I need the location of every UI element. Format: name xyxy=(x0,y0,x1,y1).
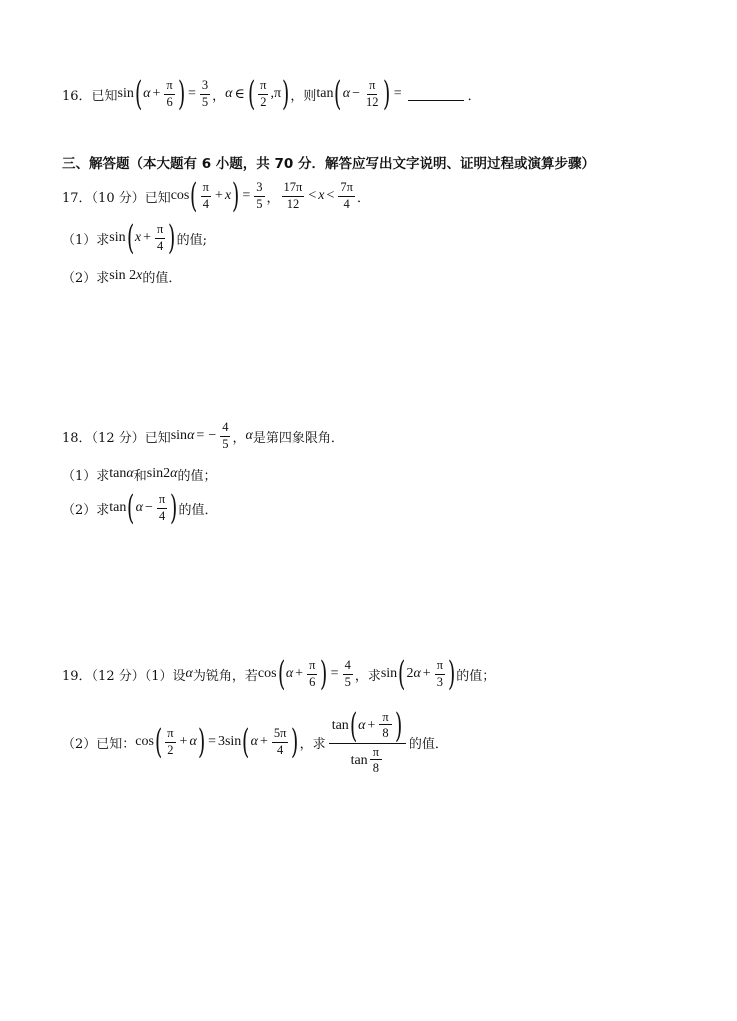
comma: ， xyxy=(266,190,280,206)
fraction-17pi-12: $\frac{17\pi}{12}$ xyxy=(283,180,303,211)
tan-ratio-denominator xyxy=(351,744,384,775)
alpha: α xyxy=(189,734,197,749)
alpha: α xyxy=(225,86,233,101)
fraction-7pi-4: $\frac{7\pi}{4}$ xyxy=(340,180,353,211)
part-suffix: 的值; xyxy=(176,232,207,248)
left-paren: ( xyxy=(134,74,143,114)
then-text: ，则 xyxy=(290,88,317,104)
q19-cos: cos xyxy=(135,734,154,749)
fraction-pi-4: $\frac{\pi}{4}$ xyxy=(157,222,164,253)
x: x xyxy=(318,188,325,203)
question-17 xyxy=(62,176,370,216)
question-17-part-2 xyxy=(62,256,181,296)
answer-blank[interactable] xyxy=(408,88,464,101)
fraction-pi-6: $\frac{\pi}{6}$ xyxy=(166,78,173,109)
left-paren: ( xyxy=(277,654,285,694)
q19-cos: cos xyxy=(257,666,277,681)
fraction-pi-3: $\frac{\pi}{3}$ xyxy=(436,658,444,689)
plus: + xyxy=(143,230,152,245)
less-than: < xyxy=(326,188,335,203)
plus: + xyxy=(179,734,188,749)
part-suffix: 的值； xyxy=(456,668,496,684)
tan: tan xyxy=(350,752,368,768)
fraction-pi-12: $\frac{\pi}{12}$ xyxy=(365,78,379,109)
sin-2: sin 2 xyxy=(109,268,137,283)
part-label: （1）求 xyxy=(62,468,110,484)
fraction-pi-4: $\frac{\pi}{4}$ xyxy=(158,492,166,523)
plus: + xyxy=(259,734,268,749)
period: ． xyxy=(467,88,481,104)
fraction-pi-8: $\frac{\pi}{8}$ xyxy=(379,711,391,740)
seek-text: ，求 xyxy=(354,668,381,684)
x: x xyxy=(224,188,232,203)
fraction-5pi-4: $\frac{5\pi}{4}$ xyxy=(273,726,287,757)
right-paren: ) xyxy=(168,218,176,258)
comma: ， xyxy=(212,88,226,104)
minus: − xyxy=(145,500,153,515)
fraction-pi-4: $\frac{\pi}{4}$ xyxy=(202,180,209,211)
right-paren: ) xyxy=(282,74,290,114)
fraction-3-5: $\frac{3}{5}$ xyxy=(256,180,263,211)
tan-ratio-numerator xyxy=(329,705,406,746)
alpha: α xyxy=(358,717,366,733)
question-19-part-2 xyxy=(62,705,448,775)
q19-sin: sin xyxy=(380,666,398,681)
less-than: < xyxy=(308,188,317,203)
plus: + xyxy=(422,666,431,681)
three-sin: 3sin xyxy=(217,734,242,749)
alpha: α xyxy=(126,466,134,481)
q18-number: 18．（12 分）已知 xyxy=(62,430,171,446)
left-paren: ( xyxy=(349,705,358,746)
right-paren: ) xyxy=(232,176,240,216)
quadrant-text: 是第四象限角． xyxy=(252,430,344,446)
plus: + xyxy=(152,86,161,101)
equals: = xyxy=(196,428,205,443)
q18-tan: tan xyxy=(109,466,127,481)
equals: = xyxy=(330,666,339,681)
right-paren: ) xyxy=(170,488,178,528)
question-18-part-2 xyxy=(62,488,218,528)
tan: tan xyxy=(331,717,349,733)
part-label: （2）已知： xyxy=(62,736,136,752)
and-text: 和 xyxy=(133,468,147,484)
two: 2 xyxy=(406,666,414,681)
left-paren: ( xyxy=(126,218,134,258)
fraction-pi-8: $\frac{\pi}{8}$ xyxy=(370,746,382,775)
seek-text: ，求 xyxy=(299,736,326,752)
q16-tan: tan xyxy=(316,86,334,101)
left-paren: ( xyxy=(242,722,250,762)
section-heading: 三、解答题（本大题有 6 小题，共 70 分．解答应写出文字说明、证明过程或演算步骤） xyxy=(62,156,595,172)
alpha: α xyxy=(170,466,178,481)
left-paren: ( xyxy=(398,654,406,694)
equals: = xyxy=(208,734,216,749)
tan-ratio-fraction xyxy=(329,705,406,775)
right-paren: ) xyxy=(383,74,391,114)
left-paren: ( xyxy=(190,176,198,216)
q17-number: 17．（10 分）已知 xyxy=(62,190,171,206)
equals: = xyxy=(242,188,251,203)
q17-cos: cos xyxy=(170,188,190,203)
q19-number: 19．（12 分）（1）设 xyxy=(62,668,186,684)
plus: + xyxy=(367,717,376,733)
alpha: α xyxy=(185,666,193,681)
question-17-part-1 xyxy=(62,218,207,258)
part-label: （1）求 xyxy=(62,232,110,248)
left-paren: ( xyxy=(247,74,256,114)
fraction-3-5: $\frac{3}{5}$ xyxy=(201,78,209,109)
sin-2: sin2 xyxy=(146,466,171,481)
right-paren: ) xyxy=(291,722,299,762)
right-paren: ) xyxy=(394,705,402,746)
alpha: α xyxy=(250,734,258,749)
minus: − xyxy=(208,428,217,443)
question-19-part-1 xyxy=(62,654,495,694)
part-label: （2）求 xyxy=(62,270,110,286)
q16-sin: sin xyxy=(117,86,134,101)
question-16 xyxy=(62,74,481,114)
acute-text: 为锐角，若 xyxy=(192,668,258,684)
equals: = xyxy=(188,86,196,101)
alpha: α xyxy=(187,428,195,443)
alpha: α xyxy=(342,86,351,101)
right-paren: ) xyxy=(197,722,206,762)
alpha: α xyxy=(413,666,421,681)
alpha: α xyxy=(245,428,253,443)
equals: = xyxy=(393,86,402,101)
plus: + xyxy=(295,666,304,681)
left-paren: ( xyxy=(154,722,163,762)
comma: ， xyxy=(232,430,246,446)
alpha: α xyxy=(143,86,151,101)
q18-sin: sin xyxy=(170,428,188,443)
plus: + xyxy=(214,188,223,203)
fraction-4-5: $\frac{4}{5}$ xyxy=(344,658,351,689)
part-suffix: 的值． xyxy=(142,270,182,286)
fraction-4-5: $\frac{4}{5}$ xyxy=(222,420,229,451)
alpha: α xyxy=(285,666,294,681)
q18-tan: tan xyxy=(109,500,127,515)
q17-sin: sin xyxy=(109,230,126,245)
fraction-pi-6: $\frac{\pi}{6}$ xyxy=(309,658,316,689)
fraction-pi-2: $\frac{\pi}{2}$ xyxy=(260,78,267,109)
x: x xyxy=(136,268,143,283)
alpha: α xyxy=(135,500,144,515)
question-18 xyxy=(62,416,344,456)
part-suffix: 的值． xyxy=(408,736,448,752)
fraction-pi-2: $\frac{\pi}{2}$ xyxy=(167,726,174,757)
element-of: ∈ xyxy=(234,86,245,102)
x: x xyxy=(134,230,142,245)
right-paren: ) xyxy=(177,74,186,114)
part-suffix: 的值． xyxy=(178,502,218,518)
minus: − xyxy=(352,86,360,101)
interval-end: ,π xyxy=(270,86,282,101)
right-paren: ) xyxy=(320,654,328,694)
right-paren: ) xyxy=(448,654,456,694)
q16-number: 16．已知 xyxy=(62,88,118,104)
left-paren: ( xyxy=(127,488,135,528)
part-suffix: 的值； xyxy=(177,468,217,484)
left-paren: ( xyxy=(334,74,342,114)
period: ． xyxy=(356,190,370,206)
part-label: （2）求 xyxy=(62,502,110,518)
